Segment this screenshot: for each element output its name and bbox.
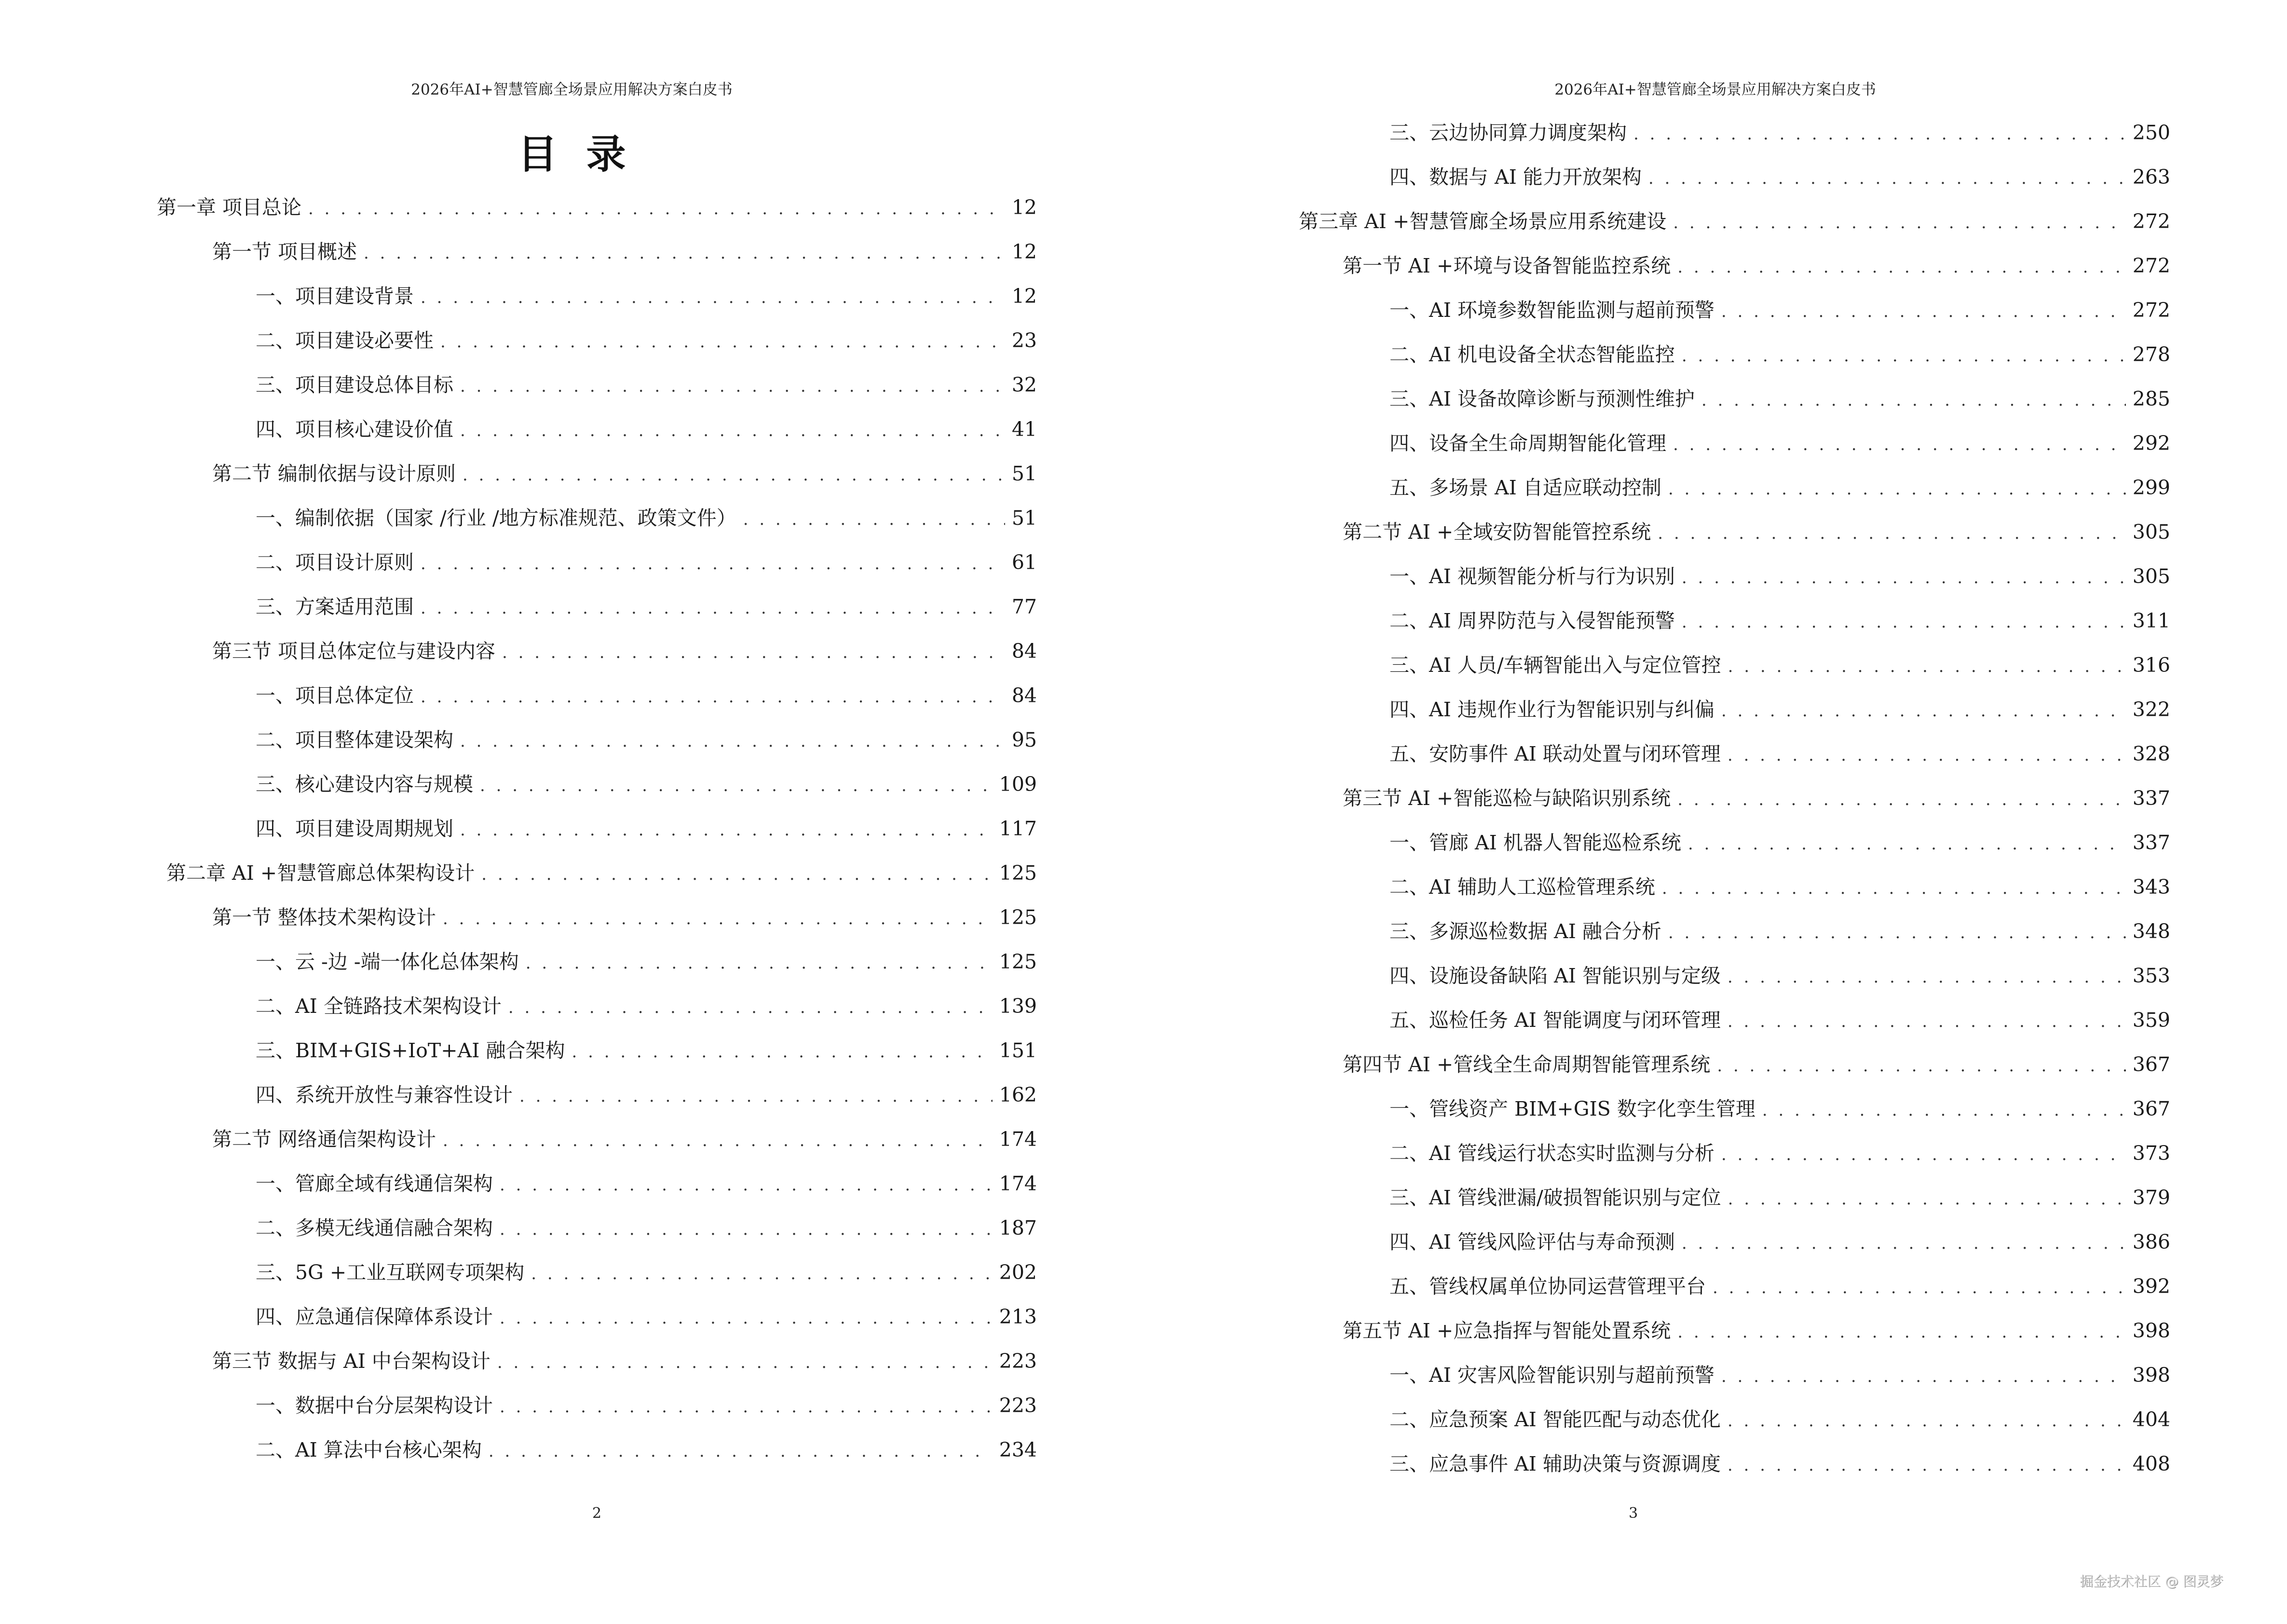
toc-entry-label: 第三节 项目总体定位与建设内容 (212, 640, 496, 663)
toc-entry-label: 一、管廊全域有线通信架构 (256, 1172, 493, 1195)
toc-entry[interactable] (1144, 740, 2170, 785)
dot-leader (500, 1305, 993, 1332)
dot-leader (1673, 431, 2126, 458)
toc-entry[interactable] (0, 860, 1037, 904)
toc-entry[interactable] (0, 638, 1037, 682)
dot-leader (500, 1216, 993, 1243)
dot-leader (500, 1393, 993, 1420)
toc-entry-label: 五、多场景 AI 自适应联动控制 (1389, 476, 1661, 499)
toc-entry-page-number: 408 (2132, 1452, 2170, 1475)
dot-leader (1728, 964, 2126, 991)
dot-leader (1762, 1097, 2126, 1124)
dot-leader (1713, 1274, 2126, 1301)
toc-entry[interactable] (1144, 252, 2170, 297)
toc-entry[interactable] (1144, 474, 2170, 519)
toc-entry-page-number: 367 (2132, 1097, 2170, 1120)
toc-entry-label: 三、AI 管线泄漏/破损智能识别与定位 (1389, 1186, 1721, 1209)
dot-leader (421, 595, 1005, 622)
dot-leader (1682, 342, 2126, 369)
toc-entry[interactable] (1144, 119, 2170, 164)
toc-entry[interactable] (0, 771, 1037, 815)
toc-entry-page-number: 213 (999, 1305, 1037, 1328)
dot-leader (1688, 831, 2126, 858)
toc-entry-label: 第一节 AI +环境与设备智能监控系统 (1343, 254, 1671, 277)
toc-entry-page-number: 328 (2132, 742, 2170, 765)
toc-entry-label: 一、项目总体定位 (256, 684, 414, 707)
toc-entry-label: 一、管线资产 BIM+GIS 数字化孪生管理 (1389, 1097, 1756, 1120)
dot-leader (489, 1438, 993, 1465)
toc-entry-page-number: 109 (999, 773, 1037, 796)
toc-entry[interactable] (1144, 962, 2170, 1007)
dot-leader (421, 284, 1005, 311)
running-header: 2026年AI+智慧管廊全场景应用解决方案白皮书 (1554, 81, 1876, 98)
toc-entry-label: 一、AI 视频智能分析与行为识别 (1389, 565, 1675, 588)
toc-entry[interactable] (1144, 341, 2170, 385)
dot-leader (443, 905, 993, 932)
dot-leader (1682, 609, 2126, 636)
running-header: 2026年AI+智慧管廊全场景应用解决方案白皮书 (411, 81, 733, 98)
dot-leader (443, 1127, 993, 1154)
toc-entry-page-number: 367 (2132, 1053, 2170, 1076)
toc-entry[interactable] (0, 283, 1037, 327)
dot-leader (1728, 742, 2126, 769)
toc-entry[interactable] (0, 593, 1037, 638)
toc-entry-page-number: 174 (999, 1172, 1037, 1195)
dot-leader (1682, 564, 2126, 591)
toc-entry[interactable] (1144, 873, 2170, 918)
dot-leader (460, 373, 1005, 400)
dot-leader (421, 683, 1005, 710)
page-number: 2 (592, 1505, 602, 1522)
toc-entry-page-number: 386 (2132, 1230, 2170, 1254)
dot-leader (1728, 1407, 2126, 1434)
toc-entry-page-number: 285 (2132, 387, 2170, 410)
toc-entry[interactable] (1144, 785, 2170, 829)
toc-entry-page-number: 139 (999, 995, 1037, 1018)
dot-leader (460, 728, 1005, 755)
dot-leader (497, 1349, 993, 1376)
toc-entry-page-number: 404 (2132, 1408, 2170, 1431)
toc-entry[interactable] (1144, 652, 2170, 696)
toc-entry[interactable] (1144, 696, 2170, 740)
toc-entry[interactable] (1144, 1007, 2170, 1051)
toc-entry-label: 五、管线权属单位协同运营管理平台 (1389, 1275, 1706, 1298)
toc-entry[interactable] (1144, 1362, 2170, 1406)
dot-leader (531, 1260, 993, 1287)
toc-entry[interactable] (0, 726, 1037, 771)
toc-entry-page-number: 305 (2132, 520, 2170, 544)
toc-entry-page-number: 398 (2132, 1319, 2170, 1342)
toc-entry-label: 四、数据与 AI 能力开放架构 (1389, 165, 1642, 189)
toc-entry-page-number: 61 (1011, 551, 1037, 574)
toc-entry-page-number: 174 (999, 1128, 1037, 1151)
toc-entry[interactable] (0, 948, 1037, 993)
toc-entry-label: 三、核心建设内容与规模 (256, 773, 473, 796)
dot-leader (1658, 520, 2126, 547)
toc-entry-label: 一、项目建设背景 (256, 285, 414, 308)
toc-entry-label: 二、AI 周界防范与入侵智能预警 (1389, 609, 1675, 632)
dot-leader (480, 772, 993, 799)
dot-leader (1717, 1052, 2126, 1079)
toc-entry[interactable] (0, 1126, 1037, 1170)
toc-entry[interactable] (1144, 164, 2170, 208)
toc-entry-page-number: 379 (2132, 1186, 2170, 1209)
toc-title: 目录 (517, 131, 655, 177)
dot-leader (1721, 697, 2126, 724)
dot-leader (1682, 1230, 2126, 1257)
toc-entry[interactable] (0, 682, 1037, 726)
toc-entry[interactable] (0, 1081, 1037, 1126)
toc-entry-page-number: 263 (2132, 165, 2170, 189)
dot-leader (460, 817, 993, 844)
toc-entry[interactable] (0, 1303, 1037, 1348)
toc-entry-page-number: 292 (2132, 432, 2170, 455)
toc-entry[interactable] (0, 904, 1037, 948)
toc-entry-page-number: 51 (1011, 506, 1037, 530)
toc-entry-label: 二、AI 算法中台核心架构 (256, 1438, 482, 1461)
toc-entry-label: 二、应急预案 AI 智能匹配与动态优化 (1389, 1408, 1721, 1431)
toc-entry[interactable] (0, 238, 1037, 283)
toc-entry-label: 三、多源巡检数据 AI 融合分析 (1389, 920, 1661, 943)
toc-entry-page-number: 316 (2132, 654, 2170, 677)
dot-leader (502, 639, 1005, 666)
toc-entry[interactable] (0, 1392, 1037, 1436)
toc-entry-page-number: 95 (1011, 728, 1037, 751)
dot-leader (1673, 209, 2126, 236)
toc-entry-page-number: 125 (999, 950, 1037, 973)
toc-entry-label: 二、AI 辅助人工巡检管理系统 (1389, 875, 1655, 899)
toc-entry-page-number: 41 (1011, 418, 1037, 441)
toc-entry-label: 二、多模无线通信融合架构 (256, 1216, 493, 1240)
toc-entry-page-number: 299 (2132, 476, 2170, 499)
watermark: 掘金技术社区 @ 图灵梦 (2080, 1573, 2223, 1589)
toc-entry-label: 二、项目设计原则 (256, 551, 414, 574)
toc-entry[interactable] (1144, 1184, 2170, 1228)
toc-entry-label: 三、项目建设总体目标 (256, 373, 453, 396)
toc-entry-label: 二、项目建设必要性 (256, 329, 434, 352)
toc-entry[interactable] (1144, 1051, 2170, 1095)
dot-leader (1721, 298, 2126, 325)
dot-leader (1728, 1008, 2126, 1035)
toc-entry-page-number: 12 (1011, 285, 1037, 308)
toc-entry[interactable] (1144, 208, 2170, 252)
toc-entry-label: 第三节 数据与 AI 中台架构设计 (212, 1350, 490, 1373)
toc-entry[interactable] (1144, 829, 2170, 873)
toc-entry-label: 四、项目核心建设价值 (256, 418, 453, 441)
dot-leader (308, 195, 1005, 222)
toc-entry[interactable] (0, 815, 1037, 860)
toc-entry[interactable] (1144, 1450, 2170, 1495)
toc-entry-label: 四、设施设备缺陷 AI 智能识别与定级 (1389, 964, 1721, 987)
dot-leader (364, 240, 1005, 267)
toc-entry-page-number: 272 (2132, 254, 2170, 277)
dot-leader (1662, 875, 2126, 902)
dot-leader (463, 462, 1005, 489)
dot-leader (1668, 476, 2126, 503)
toc-entry-label: 二、AI 管线运行状态实时监测与分析 (1389, 1142, 1715, 1165)
toc-entry[interactable] (0, 371, 1037, 416)
toc-entry-label: 一、AI 环境参数智能监测与超前预警 (1389, 299, 1715, 322)
toc-entry-label: 二、项目整体建设架构 (256, 728, 453, 751)
dot-leader (572, 1038, 992, 1065)
dot-leader (1721, 1363, 2126, 1390)
toc-entry-label: 第三章 AI +智慧管廊全场景应用系统建设 (1299, 210, 1667, 233)
toc-entry[interactable] (0, 460, 1037, 505)
dot-leader (1648, 165, 2126, 192)
toc-entry-page-number: 343 (2132, 875, 2170, 899)
toc-entry-page-number: 187 (999, 1216, 1037, 1240)
toc-entry-label: 四、AI 管线风险评估与寿命预测 (1389, 1230, 1675, 1254)
toc-entry-page-number: 77 (1011, 595, 1037, 618)
dot-leader (500, 1172, 993, 1199)
toc-entry-page-number: 84 (1011, 684, 1037, 707)
dot-leader (440, 328, 1005, 355)
toc-entry-page-number: 12 (1011, 240, 1037, 263)
toc-entry-label: 四、系统开放性与兼容性设计 (256, 1083, 513, 1106)
toc-entry[interactable] (1144, 385, 2170, 430)
toc-entry-label: 四、AI 违规作业行为智能识别与纠偏 (1389, 698, 1715, 721)
dot-leader (1677, 254, 2126, 281)
toc-entry-label: 第一节 项目概述 (212, 240, 357, 263)
toc-entry[interactable] (0, 416, 1037, 460)
dot-leader (743, 506, 1005, 533)
toc-entry-label: 一、数据中台分层架构设计 (256, 1394, 493, 1417)
toc-entry-page-number: 202 (999, 1261, 1037, 1284)
toc-entry-page-number: 353 (2132, 964, 2170, 987)
toc-entry[interactable] (1144, 918, 2170, 962)
toc-entry-label: 三、AI 设备故障诊断与预测性维护 (1389, 387, 1695, 410)
toc-entry-page-number: 234 (999, 1438, 1037, 1461)
toc-entry-label: 四、设备全生命周期智能化管理 (1389, 432, 1666, 455)
toc-entry[interactable] (1144, 519, 2170, 563)
toc-entry-page-number: 337 (2132, 787, 2170, 810)
toc-entry-label: 一、云 -边 -端一体化总体架构 (256, 950, 519, 973)
dot-leader (1728, 1186, 2126, 1213)
toc-entry[interactable] (1144, 607, 2170, 652)
page-number: 3 (1628, 1505, 1638, 1522)
dot-leader (460, 417, 1005, 444)
toc-entry[interactable] (1144, 297, 2170, 341)
toc-entry[interactable] (0, 1170, 1037, 1215)
toc-entry[interactable] (0, 194, 1037, 238)
toc-entry-page-number: 278 (2132, 343, 2170, 366)
toc-entry-page-number: 125 (999, 906, 1037, 929)
toc-entry-page-number: 337 (2132, 831, 2170, 854)
toc-entry-label: 二、AI 全链路技术架构设计 (256, 995, 502, 1018)
dot-leader (1677, 1319, 2126, 1346)
toc-entry-label: 三、方案适用范围 (256, 595, 414, 618)
toc-entry-label: 一、AI 灾害风险智能识别与超前预警 (1389, 1364, 1715, 1387)
toc-entry[interactable] (0, 1436, 1037, 1481)
toc-entry-label: 三、云边协同算力调度架构 (1389, 121, 1627, 144)
toc-entry-label: 第四节 AI +管线全生命周期智能管理系统 (1343, 1053, 1711, 1076)
toc-entry-page-number: 32 (1011, 373, 1037, 396)
toc-entry-label: 三、AI 人员/车辆智能出入与定位管控 (1389, 654, 1721, 677)
dot-leader (1668, 919, 2126, 946)
toc-entry[interactable] (1144, 1095, 2170, 1140)
toc-entry-page-number: 392 (2132, 1275, 2170, 1298)
toc-entry[interactable] (0, 993, 1037, 1037)
toc-entry-label: 二、AI 机电设备全状态智能监控 (1389, 343, 1675, 366)
toc-entry-page-number: 250 (2132, 121, 2170, 144)
toc-entry[interactable] (1144, 1228, 2170, 1273)
toc-entry-page-number: 12 (1011, 196, 1037, 219)
toc-entry-page-number: 398 (2132, 1364, 2170, 1387)
toc-entry-label: 第一章 项目总论 (157, 196, 302, 219)
toc-entry-page-number: 348 (2132, 920, 2170, 943)
toc-entry-page-number: 373 (2132, 1142, 2170, 1165)
dot-leader (1728, 653, 2126, 680)
toc-entry[interactable] (1144, 563, 2170, 607)
toc-entry-page-number: 125 (999, 861, 1037, 885)
toc-entry-label: 第三节 AI +智能巡检与缺陷识别系统 (1343, 787, 1671, 810)
dot-leader (421, 550, 1005, 577)
toc-entry-page-number: 162 (999, 1083, 1037, 1106)
dot-leader (481, 861, 993, 888)
toc-list-right (1144, 119, 2170, 1495)
toc-entry-label: 三、应急事件 AI 辅助决策与资源调度 (1389, 1452, 1721, 1475)
toc-entry-label: 第二节 编制依据与设计原则 (212, 462, 456, 485)
toc-entry[interactable] (0, 1037, 1037, 1081)
toc-entry[interactable] (1144, 1140, 2170, 1184)
dot-leader (1702, 387, 2126, 414)
dot-leader (508, 994, 993, 1021)
toc-entry[interactable] (0, 505, 1037, 549)
dot-leader (1634, 121, 2126, 148)
toc-entry-label: 四、应急通信保障体系设计 (256, 1305, 493, 1328)
toc-entry-label: 五、巡检任务 AI 智能调度与闭环管理 (1389, 1009, 1721, 1032)
dot-leader (1721, 1141, 2126, 1168)
toc-entry[interactable] (0, 1215, 1037, 1259)
toc-entry-label: 第二节 网络通信架构设计 (212, 1128, 436, 1151)
toc-entry-page-number: 117 (999, 817, 1037, 840)
toc-entry-label: 第五节 AI +应急指挥与智能处置系统 (1343, 1319, 1671, 1342)
toc-entry-label: 第一节 整体技术架构设计 (212, 906, 436, 929)
toc-entry-label: 四、项目建设周期规划 (256, 817, 453, 840)
toc-entry[interactable] (1144, 430, 2170, 474)
toc-entry[interactable] (1144, 1317, 2170, 1362)
toc-entry[interactable] (0, 1259, 1037, 1303)
toc-entry-page-number: 23 (1011, 329, 1037, 352)
toc-entry[interactable] (1144, 1406, 2170, 1450)
toc-entry-page-number: 223 (999, 1350, 1037, 1373)
toc-entry-label: 第二章 AI +智慧管廊总体架构设计 (166, 861, 475, 885)
toc-entry-page-number: 272 (2132, 210, 2170, 233)
toc-entry-label: 三、5G +工业互联网专项架构 (256, 1261, 525, 1284)
toc-entry-page-number: 223 (999, 1394, 1037, 1417)
dot-leader (526, 950, 993, 977)
toc-entry-page-number: 84 (1011, 640, 1037, 663)
toc-entry-label: 一、编制依据（国家 /行业 /地方标准规范、政策文件） (256, 506, 736, 530)
toc-entry-page-number: 311 (2132, 609, 2170, 632)
toc-entry-page-number: 51 (1011, 462, 1037, 485)
toc-entry[interactable] (0, 549, 1037, 593)
toc-entry-page-number: 322 (2132, 698, 2170, 721)
toc-entry-label: 五、安防事件 AI 联动处置与闭环管理 (1389, 742, 1721, 765)
toc-entry-page-number: 359 (2132, 1009, 2170, 1032)
toc-entry[interactable] (1144, 1273, 2170, 1317)
toc-entry-page-number: 151 (999, 1039, 1037, 1062)
toc-entry-page-number: 272 (2132, 299, 2170, 322)
toc-entry-label: 三、BIM+GIS+IoT+AI 融合架构 (256, 1039, 565, 1062)
toc-entry[interactable] (0, 1348, 1037, 1392)
toc-entry-label: 第二节 AI +全域安防智能管控系统 (1343, 520, 1651, 544)
toc-entry-label: 一、管廊 AI 机器人智能巡检系统 (1389, 831, 1681, 854)
toc-page-right (1144, 0, 2287, 1624)
toc-list-left (0, 194, 1037, 1481)
dot-leader (519, 1083, 993, 1110)
dot-leader (1728, 1452, 2126, 1479)
toc-entry-page-number: 305 (2132, 565, 2170, 588)
toc-entry[interactable] (0, 327, 1037, 371)
dot-leader (1677, 786, 2126, 813)
